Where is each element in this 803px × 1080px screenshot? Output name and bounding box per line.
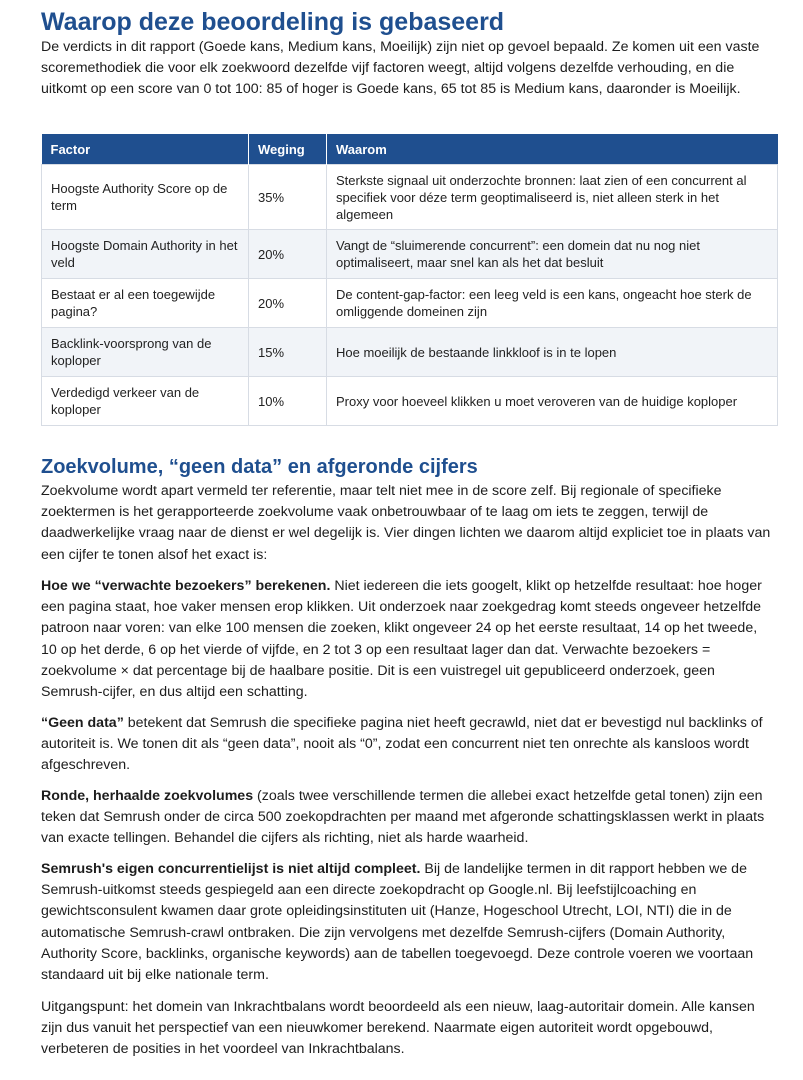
rounded-volumes-text: (zoals twee verschillende termen die allebei exact hetzelfde getal tonen) zijn een teken dat Semrush onder de circa 500 zoekopdrachten per maand met afgeronde schattingsklassen werkt in plaats van exacte tellingen. Behandel die cijfers als richting, niet als harde waarheid. [41,788,765,847]
starting-point-paragraph: Uitgangspunt: het domein van Inkrachtbalans wordt beoordeeld als een nieuw, laag-autoritair domein. Alle kansen zijn dus vanuit het perspectief van een nieuwkomer berekend. Naarmate eigen autoriteit wordt opgebouwd, verbeteren de posities in het voordeel van Inkrachtbalans. [41,999,755,1058]
table-row [42,165,778,230]
table-row [42,328,778,377]
waarom-cell: Sterkste signaal uit onderzochte bronnen: laat zien of een concurrent al specifiek voor déze term geoptimaliseerd is, niet alleen sterk in het algemeen [327,165,778,230]
column-header-waarom: Waarom [327,134,778,165]
weging-cell: 35% [249,165,327,230]
waarom-cell: Hoe moeilijk de bestaande linkkloof is in te lopen [327,328,778,377]
waarom-cell: De content-gap-factor: een leeg veld is een kans, ongeacht hoe sterk de omliggende domeinen zijn [327,279,778,328]
factor-cell: Hoogste Authority Score op de term [42,165,249,230]
search-volume-intro: Zoekvolume wordt apart vermeld ter referentie, maar telt niet mee in de score zelf. Bij regionale of specifieke zoektermen is het gerapporteerde zoekvolume vaak onbetrouwbaar of te laag om iets te zeggen, terwijl de daadwerkelijke vraag naar de dienst er wel degelijk is. Vier dingen lichten we daarom altijd expliciet toe in plaats van een cijfer te tonen alsof het exact is: [41,483,771,563]
visitors-paragraph [41,576,771,703]
no-data-paragraph [41,713,771,777]
column-header-factor: Factor [42,134,249,165]
table-header-row [42,134,778,165]
competitor-list-paragraph [41,859,771,986]
factor-cell: Hoogste Domain Authority in het veld [42,230,249,279]
no-data-heading: “Geen data” [41,715,124,731]
weging-cell: 15% [249,328,327,377]
competitor-list-text: Bij de landelijke termen in dit rapport hebben we de Semrush-uitkomst steeds gespiegeld aan een directe zoekopdracht op Google.nl. Bij leefstijlcoaching en gewichtsconsulent kwamen daar grote opleidingsinstituten uit (Hanze, Hogeschool Utrecht, LOI, NTI) die in de automatische Semrush-crawl ontbraken. Die zijn vervolgens met dezelfde Semrush-cijfers (Domain Authority, Authority Score, backlinks, organische keywords) aan de tabellen toegevoegd. Deze controle voeren we voortaan standaard uit bij elke nationale term. [41,861,754,984]
visitors-heading: Hoe we “verwachte bezoekers” berekenen. [41,578,331,594]
waarom-cell: Vangt de “sluimerende concurrent”: een domein dat nu nog niet optimaliseert, maar snel kan als het dat besluit [327,230,778,279]
factor-cell: Backlink-voorsprong van de koploper [42,328,249,377]
table-row [42,377,778,426]
scoring-factors-table [41,134,778,426]
weging-cell: 20% [249,279,327,328]
section-title-search-volume: Zoekvolume, “geen data” en afgeronde cijfers [41,456,478,478]
rounded-volumes-heading: Ronde, herhaalde zoekvolumes [41,788,254,804]
column-header-weging: Weging [249,134,327,165]
factor-cell: Verdedigd verkeer van de koploper [42,377,249,426]
weging-cell: 10% [249,377,327,426]
table-row [42,230,778,279]
methodology-intro: De verdicts in dit rapport (Goede kans, Medium kans, Moeilijk) zijn niet op gevoel bepaald. Ze komen uit een vaste scoremethodiek die voor elk zoekwoord dezelfde vijf factoren weegt, altijd volgens dezelfde verhouding, en die uitkomt op een score van 0 tot 100: 85 of hoger is Goede kans, 65 tot 85 is Medium kans, daaronder is Moeilijk. [41,39,760,98]
rounded-volumes-paragraph [41,786,771,850]
section-title-methodology: Waarop deze beoordeling is gebaseerd [41,8,505,36]
waarom-cell: Proxy voor hoeveel klikken u moet veroveren van de huidige koploper [327,377,778,426]
table-row [42,279,778,328]
weging-cell: 20% [249,230,327,279]
factor-cell: Bestaat er al een toegewijde pagina? [42,279,249,328]
no-data-text: betekent dat Semrush die specifieke pagina niet heeft gecrawld, niet dat er bevestigd nul backlinks of autoriteit is. We tonen dit als “geen data”, nooit als “0”, zodat een concurrent niet ten onrechte als kansloos wordt afgeschreven. [41,715,763,774]
competitor-list-heading: Semrush's eigen concurrentielijst is niet altijd compleet. [41,861,421,877]
visitors-text: Niet iedereen die iets googelt, klikt op hetzelfde resultaat: hoe hoger een pagina staat, hoe vaker mensen erop klikken. Uit onderzoek naar zoekgedrag komt steeds ongeveer hetzelfde patroon naar voren: van elke 100 mensen die zoeken, klikt ongeveer 24 op het eerste resultaat, 14 op het tweede, 10 op het derde, 6 op het vierde of vijfde, en 2 tot 3 op een resultaat lager dan dat. Verwachte bezoekers = zoekvolume × dat percentage bij de haalbare positie. Dit is een vuistregel uit gepubliceerd onderzoek, geen Semrush-cijfer, en dus altijd een schatting. [41,578,762,701]
